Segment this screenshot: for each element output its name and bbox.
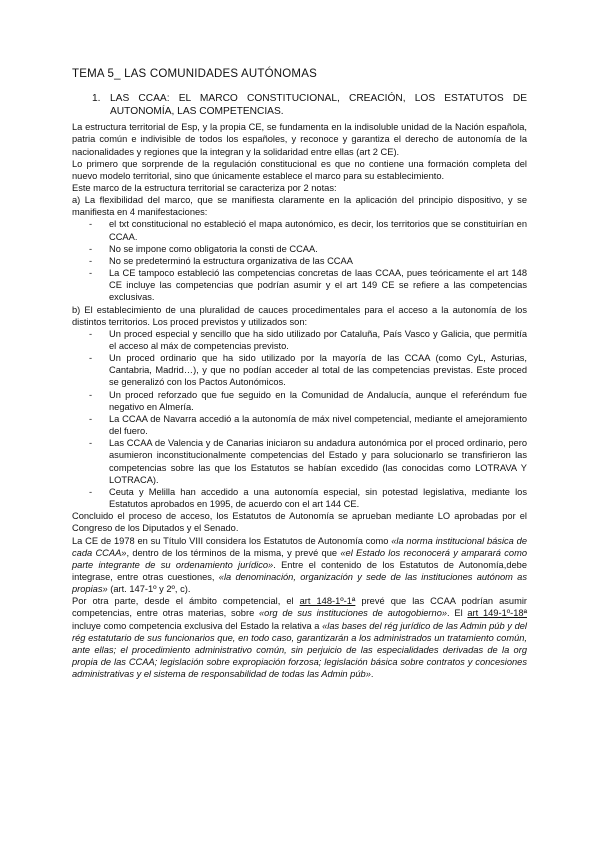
list-item-text: La CCAA de Navarra accedió a la autonomía de máx nivel competencial, mediante el amejoramiento del fuero. xyxy=(109,413,527,437)
list-dash: - xyxy=(89,243,93,254)
document-page xyxy=(72,68,527,680)
paragraph-regulation: Lo primero que sorprende de la regulación constitucional es que no contiene una formación completa del nuevo modelo territorial, sino que únicamente establece el marco para su establecimiento. xyxy=(72,158,527,181)
list-procedures xyxy=(72,328,527,510)
list-flexibility xyxy=(72,218,527,303)
text-run: Por otra parte, desde el ámbito competencial, el xyxy=(72,596,300,607)
list-item-text: Un proced ordinario que ha sido utilizado por la mayoría de las CCAA (como CyL, Asturias, Cantabria, Madrid…), y que no podían acceder al total de las competencias previstas. Este proced se generalizó con los Pactos Autonómicos. xyxy=(109,353,527,388)
text-run: prevé que las CCAA podrían asumir competencias, entre otras materias, sobre xyxy=(72,596,527,619)
section-number: 1. xyxy=(92,93,101,104)
list-item xyxy=(72,352,527,388)
paragraph-title-viii xyxy=(72,535,527,596)
list-item-text: Un proced especial y sencillo que ha sido utilizado por Cataluña, País Vasco y Galicia, que permitía el acceso al máx de competencias previsto. xyxy=(109,328,527,351)
paragraph-conclusion: Concluido el proceso de acceso, los Estatutos de Autonomía se aprueban mediante LO aprobadas por el Congreso de los Diputados y el Senado. xyxy=(72,511,527,534)
paragraph-flexibility: a) La flexibilidad del marco, que se manifiesta claramente en la aplicación del principio dispositivo, y se manifiesta en 4 manifestaciones: xyxy=(72,195,527,218)
quote-denominacion: «la denominación, organización y sede de las instituciones autónom as propias» xyxy=(72,571,527,595)
list-item xyxy=(72,243,527,255)
text-run: . xyxy=(370,669,374,680)
paragraph-intro: La estructura territorial de Esp, y la propia CE, se fundamenta en la indisoluble unidad de la Nación española, patria común e indivisible de todos los españoles, y reconoce y garantiza el derecho de autonomía de la nacionalidades y regiones que la integran y la solidaridad entre ellas (art 2 CE). xyxy=(72,122,527,157)
list-item-text: Un proced reforzado que fue seguido en la Comunidad de Andalucía, aunque el referéndum fue negativo en Almería. xyxy=(109,389,527,412)
text-run: , dentro de los términos de la misma, y prevé que xyxy=(126,547,341,558)
paragraph-competencial xyxy=(72,595,527,680)
list-item xyxy=(72,413,527,437)
article-reference: art 148-1º-1ª xyxy=(299,596,356,607)
text-run: (art. 147-1º y 2º, c). xyxy=(107,584,191,595)
list-item xyxy=(72,389,527,413)
list-item-text: Las CCAA de Valencia y de Canarias iniciaron su andadura autonómica por el proced ordinario, pero asumieron inconstitucionalmente competencias del Estado y para solucionarlo se transfirieron las competencias sobre las que los Estatutos se habían excedido (las conocidas como LOTRAVA Y LOTRACA). xyxy=(109,438,527,485)
list-dash: - xyxy=(89,255,93,266)
text-run: La CE de 1978 en su Título VIII considera los Estatutos de Autonomía como xyxy=(72,535,392,546)
section-heading xyxy=(72,93,527,118)
list-item-text: La CE tampoco estableció las competencias concretas de laas CCAA, pues teóricamente el art 148 CE incluye las competencias que podrían asumir y el art 149 CE se refiere a las competencias exclusivas. xyxy=(109,268,527,303)
article-reference: art 149-1º-18ª xyxy=(467,608,528,619)
text-run: . El xyxy=(447,608,468,619)
text-run: incluye como competencia exclusiva del Estado la relativa a xyxy=(72,620,323,631)
list-dash: - xyxy=(89,389,93,400)
list-item-text: No se predeterminó la estructura organizativa de las CCAA xyxy=(109,255,353,266)
text-run: . Entre el contenido de los Estatutos de Autonomía,debe integrase, entre otras cuestiones, xyxy=(72,559,527,582)
list-item xyxy=(72,437,527,486)
list-item-text: Ceuta y Melilla han accedido a una autonomía especial, sin potestad legislativa, mediante los Estatutos aprobados en 1995, de acuerdo con el art 144 CE. xyxy=(109,486,527,510)
list-dash: - xyxy=(89,353,93,364)
list-item xyxy=(72,267,527,303)
list-item xyxy=(72,218,527,242)
list-dash: - xyxy=(89,219,93,230)
list-item xyxy=(72,486,527,510)
quote-bases-regimen: «las bases del rég jurídico de las Admin púb y del rég estatutario de sus funcionarios que, en todo caso, garantizarán a los administrados un tratamiento común, ante ellas; el procedimiento administrativo común, sin perjuicio de las especialidades derivadas de la org propia de las CCAA; legislación sobre expropiación forzosa; legislación básica sobre contratos y concesiones administrativas y el sistema de responsabilidad de todas las Admin púb» xyxy=(72,620,527,680)
paragraph-procedures: b) El establecimiento de una pluralidad de cauces procedimentales para el acceso a la autonomía de los distintos territorios. Los proced previstos y utilizados son: xyxy=(72,304,527,327)
quote-autogobierno: «org de sus instituciones de autogobierno» xyxy=(258,608,448,619)
paragraph-notes: Este marco de la estructura territorial se caracteriza por 2 notas: xyxy=(72,182,337,193)
list-item xyxy=(72,328,527,352)
list-dash: - xyxy=(89,486,93,497)
section-heading-text: LAS CCAA: EL MARCO CONSTITUCIONAL, CREACIÓN, LOS ESTATUTOS DE AUTONOMÍA, LAS COMPETENCIAS. xyxy=(110,93,527,117)
document-title: TEMA 5_ LAS COMUNIDADES AUTÓNOMAS xyxy=(72,68,317,80)
list-item-text: No se impone como obligatoria la consti de CCAA. xyxy=(109,243,318,254)
list-dash: - xyxy=(89,268,93,279)
list-item xyxy=(72,255,527,267)
list-dash: - xyxy=(89,438,93,449)
quote-estado-reconocera: «el Estado los reconocerá y amparará como parte integrante de su ordenamiento jurídico» xyxy=(72,547,527,570)
quote-norma-institucional: «la norma institucional básica de cada CCAA» xyxy=(72,535,527,558)
list-item-text: el txt constitucional no estableció el mapa autonómico, es decir, los territorios que se constituirían en CCAA. xyxy=(109,219,527,242)
list-dash: - xyxy=(89,328,93,339)
list-dash: - xyxy=(89,413,93,424)
